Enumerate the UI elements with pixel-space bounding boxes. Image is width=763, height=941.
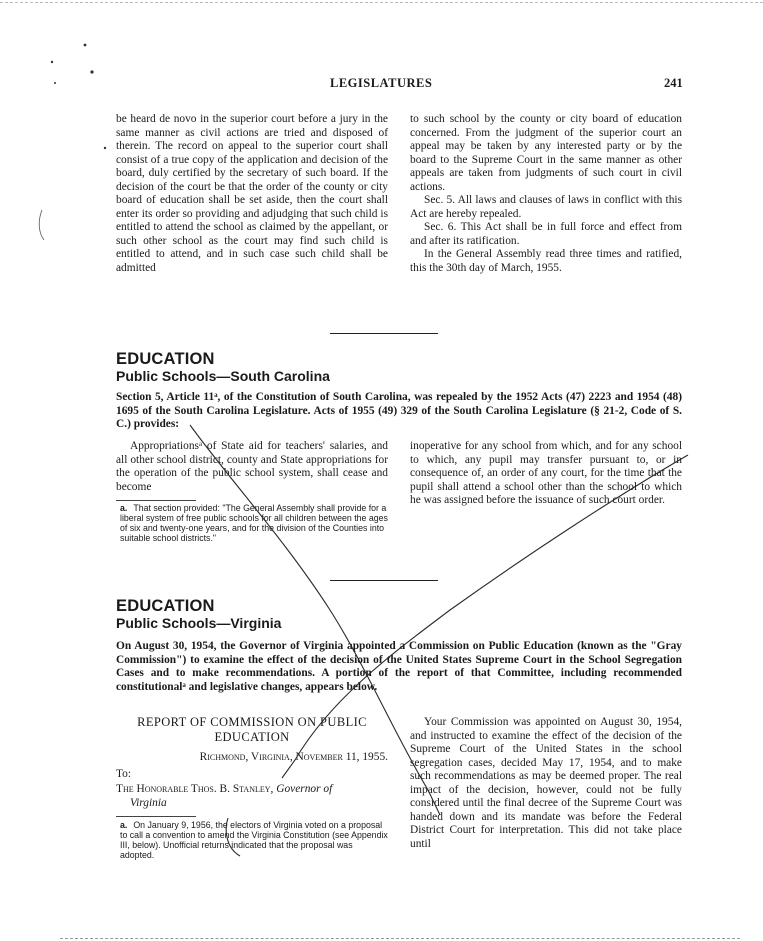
section-subtitle: Public Schools—South Carolina [116, 368, 330, 384]
footnote [120, 503, 388, 543]
addressee-state: Virginia [130, 796, 167, 809]
footnote [120, 820, 388, 860]
report-addressee [116, 783, 388, 810]
section-headnote: On August 30, 1954, the Governor of Virginia appointed a Commission on Public Education (known as the "Gray Commission") to examine the effect of the decision of the United States Supreme Court in the School Segregation Cases and to make recommendations. A portion of the report of that Committee, including recommended constitutionalᵃ and legislative changes, appears below. [116, 640, 682, 693]
continuation-left-column [116, 113, 388, 275]
addressee-name: The Honorable Thos. B. Stanley, [116, 783, 274, 795]
scan-speck [104, 147, 106, 149]
section-title: EDUCATION [116, 350, 215, 368]
section-subtitle: Public Schools—Virginia [116, 615, 282, 631]
addressee-role: Governor of [276, 783, 333, 795]
page-number: 241 [664, 76, 683, 90]
report-title: REPORT OF COMMISSION ON PUBLIC EDUCATION [137, 715, 367, 744]
report-dateline: Richmond, Virginia, November 11, 1955. [199, 751, 388, 763]
continuation-right-column [410, 113, 682, 275]
footnote-mark: a. [120, 503, 128, 513]
section-5-clause: Sec. 5. All laws and clauses of laws in conflict with this Act are hereby repealed. [410, 194, 682, 220]
ratification-note: In the General Assembly read three times and ratified, this the 30th day of March, 1955. [410, 248, 682, 274]
section-headnote: Section 5, Article 11ᵃ, of the Constitution of South Carolina, was repealed by the 1952 Acts (47) 2223 and 1954 (48) 1695 of the South Carolina Legislature. Acts of 1955 (49) 329 of the South Carolina Legislature (§ 21-2, Code of S. C.) provides: [116, 391, 682, 431]
margin-mark [39, 210, 44, 240]
va-report-body [410, 716, 682, 851]
scan-edge-bottom [60, 938, 740, 939]
section-6-clause: Sec. 6. This Act shall be in full force and effect from and after its ratification. [410, 221, 682, 247]
section-divider [330, 333, 438, 334]
footnote-mark: a. [120, 820, 128, 830]
continuation-left-text: be heard de novo in the superior court before a jury in the same manner as civil actions are tried and disposed of therein. The record on appeal to the superior court shall consist of a true copy of the application and decision of the board, duly certified by the secretary of such board. If the decision of the court be that the order of the county or city board of education shall be set aside, then the court shall enter its order so providing and adjudging that such child is entitled to attend the school as claimed by the appellant, or such other school as the court may find such child is entitled to attend, and in such case such child shall be admitted [116, 113, 388, 274]
sc-left-column [116, 440, 388, 494]
sc-left-text: Appropriationsᵃ of State aid for teachers' salaries, and all other school district, county and State appropriations for the operation of the public school system, shall cease and become [116, 440, 388, 493]
running-head: LEGISLATURES [330, 76, 433, 90]
va-report-text: Your Commission was appointed on August 30, 1954, and instructed to examine the effect of the decision of the Supreme Court of the United States in the school segregation cases, decided May 17, 1954, and to make such recommendations as may be deemed proper. The real impact of the decision, however, could not be fully considered until the final decree of the Supreme Court was handed down and its mandate was before the Federal District Court for interpretation. This did not take place until [410, 716, 682, 850]
continuation-right-p1: to such school by the county or city board of education concerned. From the judgment of the superior court an appeal may be taken by any interested party or by the board to the Supreme Court in the same manner as other appeals are taken from judgments of such court in civil actions. [410, 113, 682, 193]
scan-edge-top [0, 2, 763, 3]
footnote-text: That section provided: "The General Assembly shall provide for a liberal system of free public schools for all children between the ages of six and twenty-one years, and for the division of the Counties into suitable school districts." [120, 503, 388, 543]
section-divider [330, 580, 438, 581]
scan-speck [84, 44, 87, 47]
footnote-text: On January 9, 1956, the electors of Virginia voted on a proposal to call a convention to amend the Virginia Constitution (see Appendix III, below). Unofficial returns indicated that the proposal was adopted. [120, 820, 388, 860]
scan-speck [51, 61, 53, 63]
sc-right-text: inoperative for any school from which, and for any school to which, any pupil may transfer pursuant to, or in consequence of, an order of any court, for the time that the pupil shall attend a school other than the school to which he was assigned before the issuance of such court order. [410, 440, 682, 506]
footnote-rule [116, 816, 196, 817]
section-title: EDUCATION [116, 597, 215, 615]
scan-speck [90, 70, 93, 73]
footnote-rule [116, 500, 196, 501]
report-to-label: To: [116, 768, 132, 780]
scan-speck [54, 82, 56, 84]
sc-right-column [410, 440, 682, 508]
